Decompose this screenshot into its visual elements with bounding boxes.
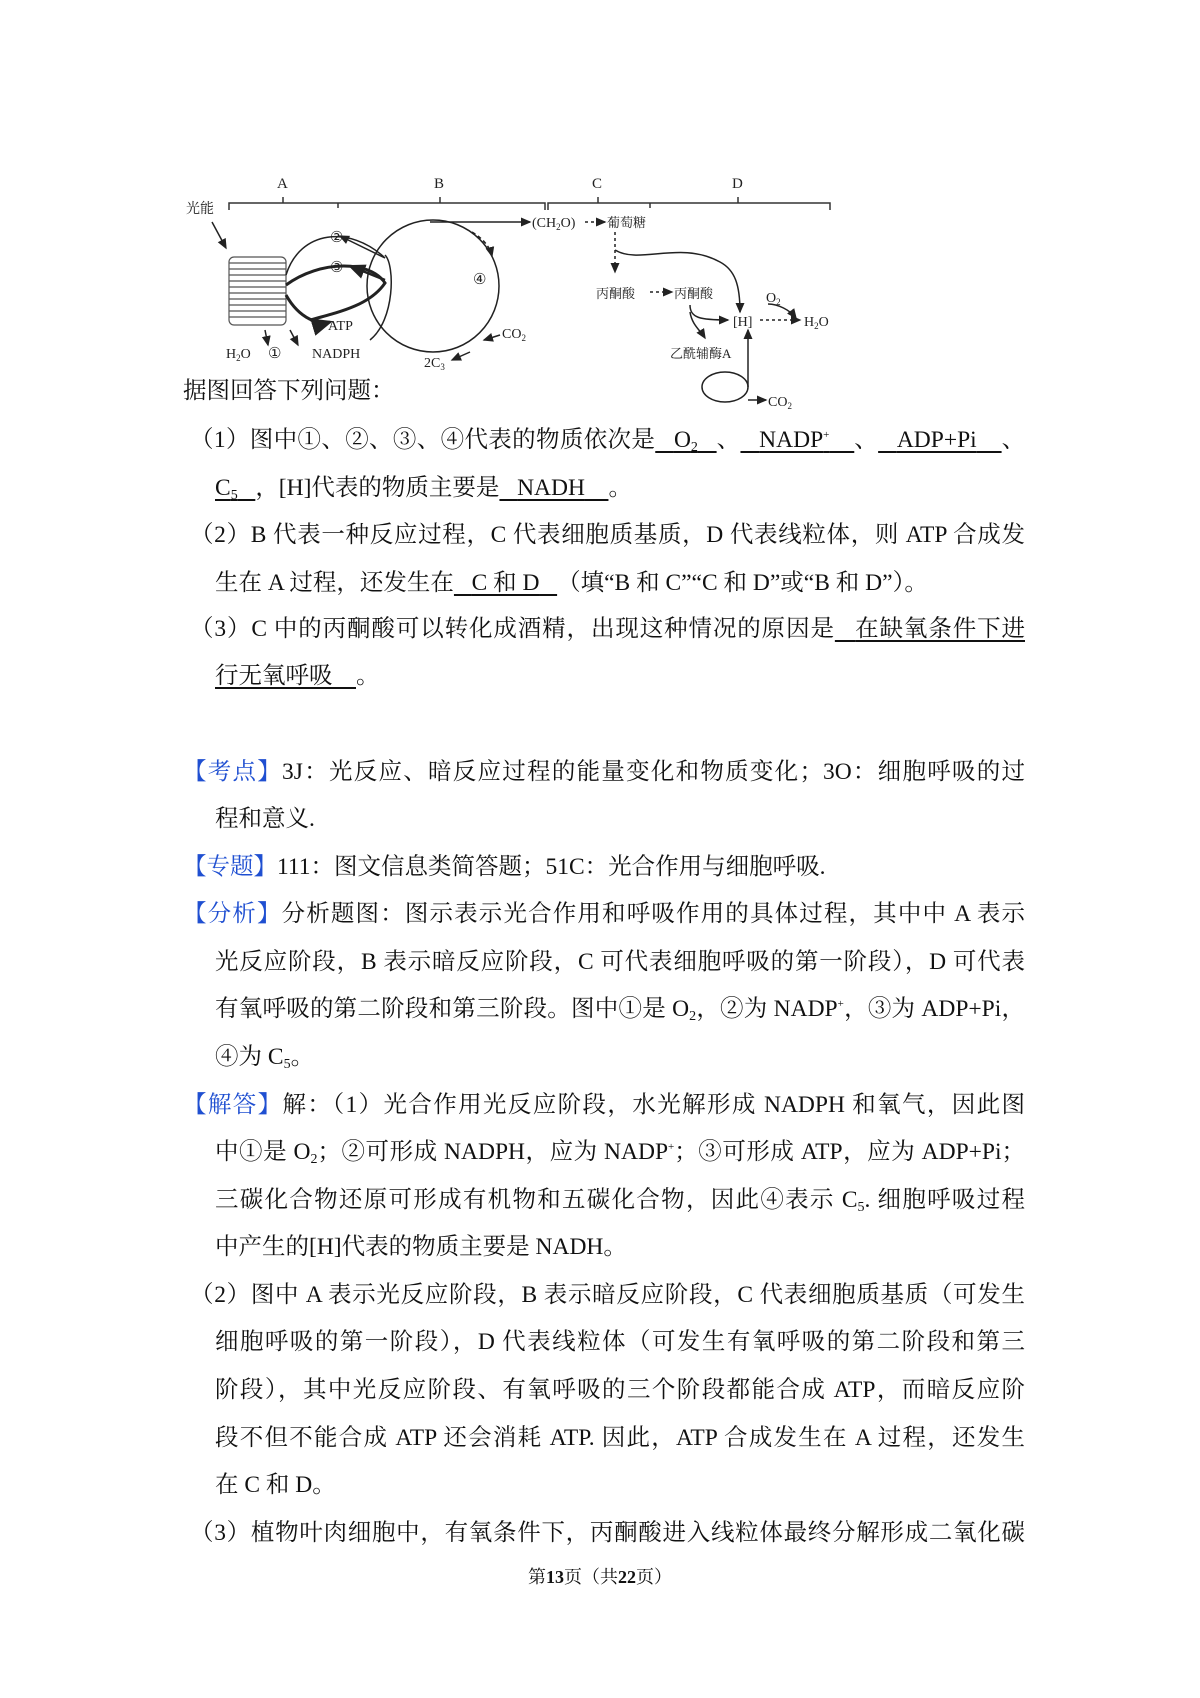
kaodian-line-1: 【考点】3J：光反应、暗反应过程的能量变化和物质变化；3O：细胞呼吸的过 <box>183 759 1025 785</box>
label-n3: ③ <box>330 260 344 276</box>
fenxi-tag: 【分析】 <box>183 901 282 927</box>
label-n2: ② <box>330 230 344 246</box>
label-C: C <box>592 176 603 192</box>
answer-q2: C 和 D <box>471 570 540 596</box>
intro: 据图回答下列问题： <box>183 378 395 404</box>
fenxi-line-3: 有氧呼吸的第二阶段和第三阶段。图中①是 $O_2$，②为 NADP+，③为 ADP+Pi， <box>215 996 1025 1024</box>
jieda-line-1: 【解答】解：（1）光合作用光反应阶段，水光解形成 NADPH 和氧气，因此图 <box>183 1092 1026 1118</box>
label-D: D <box>732 176 743 192</box>
jieda-line-3: 三碳化合物还原可形成有机物和五碳化合物，因此④表示 $C_5$. 细胞呼吸过程 <box>215 1187 1025 1215</box>
zhuanti-tag: 【专题】 <box>183 854 277 880</box>
label-h2o: $H_2O$ <box>226 347 251 363</box>
jieda-line-4: 中产生的[H]代表的物质主要是 NADH。 <box>215 1234 627 1260</box>
answer-1: $O_2$ <box>673 427 698 455</box>
question-2-line-2: 生在 A 过程，还发生在 C 和 D （填“B 和 C”“C 和 D”或“B 和 D”）。 <box>215 570 928 596</box>
jieda-p2-line-3: 阶段），其中光反应阶段、有氧呼吸的三个阶段都能合成 ATP，而暗反应阶 <box>215 1377 1025 1403</box>
jieda-p2-line-5: 在 C 和 D。 <box>215 1472 336 1498</box>
label-o2: $O_2$ <box>766 291 781 307</box>
answer-4: $C_5$ <box>215 475 238 503</box>
fenxi-line-4: ④为 $C_5$。 <box>215 1044 315 1072</box>
jieda-line-2: 中①是 $O_2$；②可形成 NADPH，应为 NADP+；③可形成 ATP，应为 ADP+Pi； <box>215 1139 1026 1167</box>
answer-5: NADH <box>517 475 585 501</box>
answer-3: ADP+Pi <box>896 427 977 453</box>
fenxi-line-1: 【分析】分析题图：图示表示光合作用和呼吸作用的具体过程，其中中 A 表示 <box>183 901 1025 927</box>
page-footer: 第13页（共22页） <box>528 1567 672 1587</box>
answer-2: NADP+ <box>759 427 830 453</box>
question-2-line-1: （2）B 代表一种反应过程，C 代表细胞质基质，D 代表线粒体，则 ATP 合成发 <box>190 522 1025 548</box>
jieda-p2-line-2: 细胞呼吸的第一阶段），D 代表线粒体（可发生有氧呼吸的第二阶段和第三 <box>215 1329 1025 1355</box>
label-light: 光能 <box>186 202 214 217</box>
grana-stack <box>229 257 286 325</box>
jieda-p2-line-4: 段不但不能合成 ATP 还会消耗 ATP. 因此，ATP 合成发生在 A 过程，还发生 <box>215 1425 1025 1451</box>
question-1-line-2: $C_5$ ，[H]代表的物质主要是 NADH 。 <box>215 475 632 503</box>
current-page: 13 <box>546 1567 564 1587</box>
answer-q3-part2: 行无氧呼吸 <box>215 663 333 689</box>
kaodian-tag: 【考点】 <box>183 759 283 785</box>
label-co2: $CO_2$ <box>502 327 526 343</box>
label-pyruvate-2: 丙酮酸 <box>674 286 714 301</box>
kaodian-line-2: 程和意义. <box>215 806 315 832</box>
jieda-p2-line-1: （2）图中 A 表示光反应阶段，B 表示暗反应阶段，C 代表细胞质基质（可发生 <box>190 1282 1025 1308</box>
question-3-line-1: （3）C 中的丙酮酸可以转化成酒精，出现这种情况的原因是 在缺氧条件下进 <box>190 616 1025 642</box>
label-atp: ATP <box>328 319 353 334</box>
label-n1: ① <box>268 346 282 362</box>
jieda-tag: 【解答】 <box>183 1092 283 1118</box>
label-pyruvate-1: 丙酮酸 <box>596 286 636 301</box>
label-nadph: NADPH <box>312 347 361 362</box>
label-acetyl-coa: 乙酰辅酶A <box>670 346 732 361</box>
question-1-line-1: （1）图中①、②、③、④代表的物质依次是 $O_2$ 、 NADP+ 、 ADP+Pi 、 <box>190 427 1026 455</box>
label-n4: ④ <box>473 272 487 288</box>
label-glucose: 葡萄糖 <box>607 215 647 230</box>
total-pages: 22 <box>618 1567 636 1587</box>
label-B: B <box>434 176 445 192</box>
jieda-p3-line-1: （3）植物叶肉细胞中，有氧条件下，丙酮酸进入线粒体最终分解形成二氧化碳 <box>190 1520 1025 1546</box>
label-co2-right: $CO_2$ <box>768 395 792 411</box>
bracket-lines <box>229 197 830 210</box>
fenxi-line-2: 光反应阶段，B 表示暗反应阶段，C 可代表细胞呼吸的第一阶段），D 可代表 <box>215 949 1025 975</box>
label-h2o-right: $H_2O$ <box>804 315 829 331</box>
answer-q3-part1: 在缺氧条件下进 <box>855 616 1025 642</box>
q1-text: （1）图中①、②、③、④代表的物质依次是 <box>190 427 656 453</box>
label-ch2o: $(CH_2O)$ <box>532 216 576 232</box>
label-h: [H] <box>733 315 753 330</box>
question-3-line-2: 行无氧呼吸 。 <box>215 663 380 689</box>
label-2c3: $2C_3$ <box>424 356 445 372</box>
zhuanti-line: 【专题】111：图文信息类简答题；51C：光合作用与细胞呼吸. <box>183 854 826 880</box>
label-A: A <box>277 176 288 192</box>
